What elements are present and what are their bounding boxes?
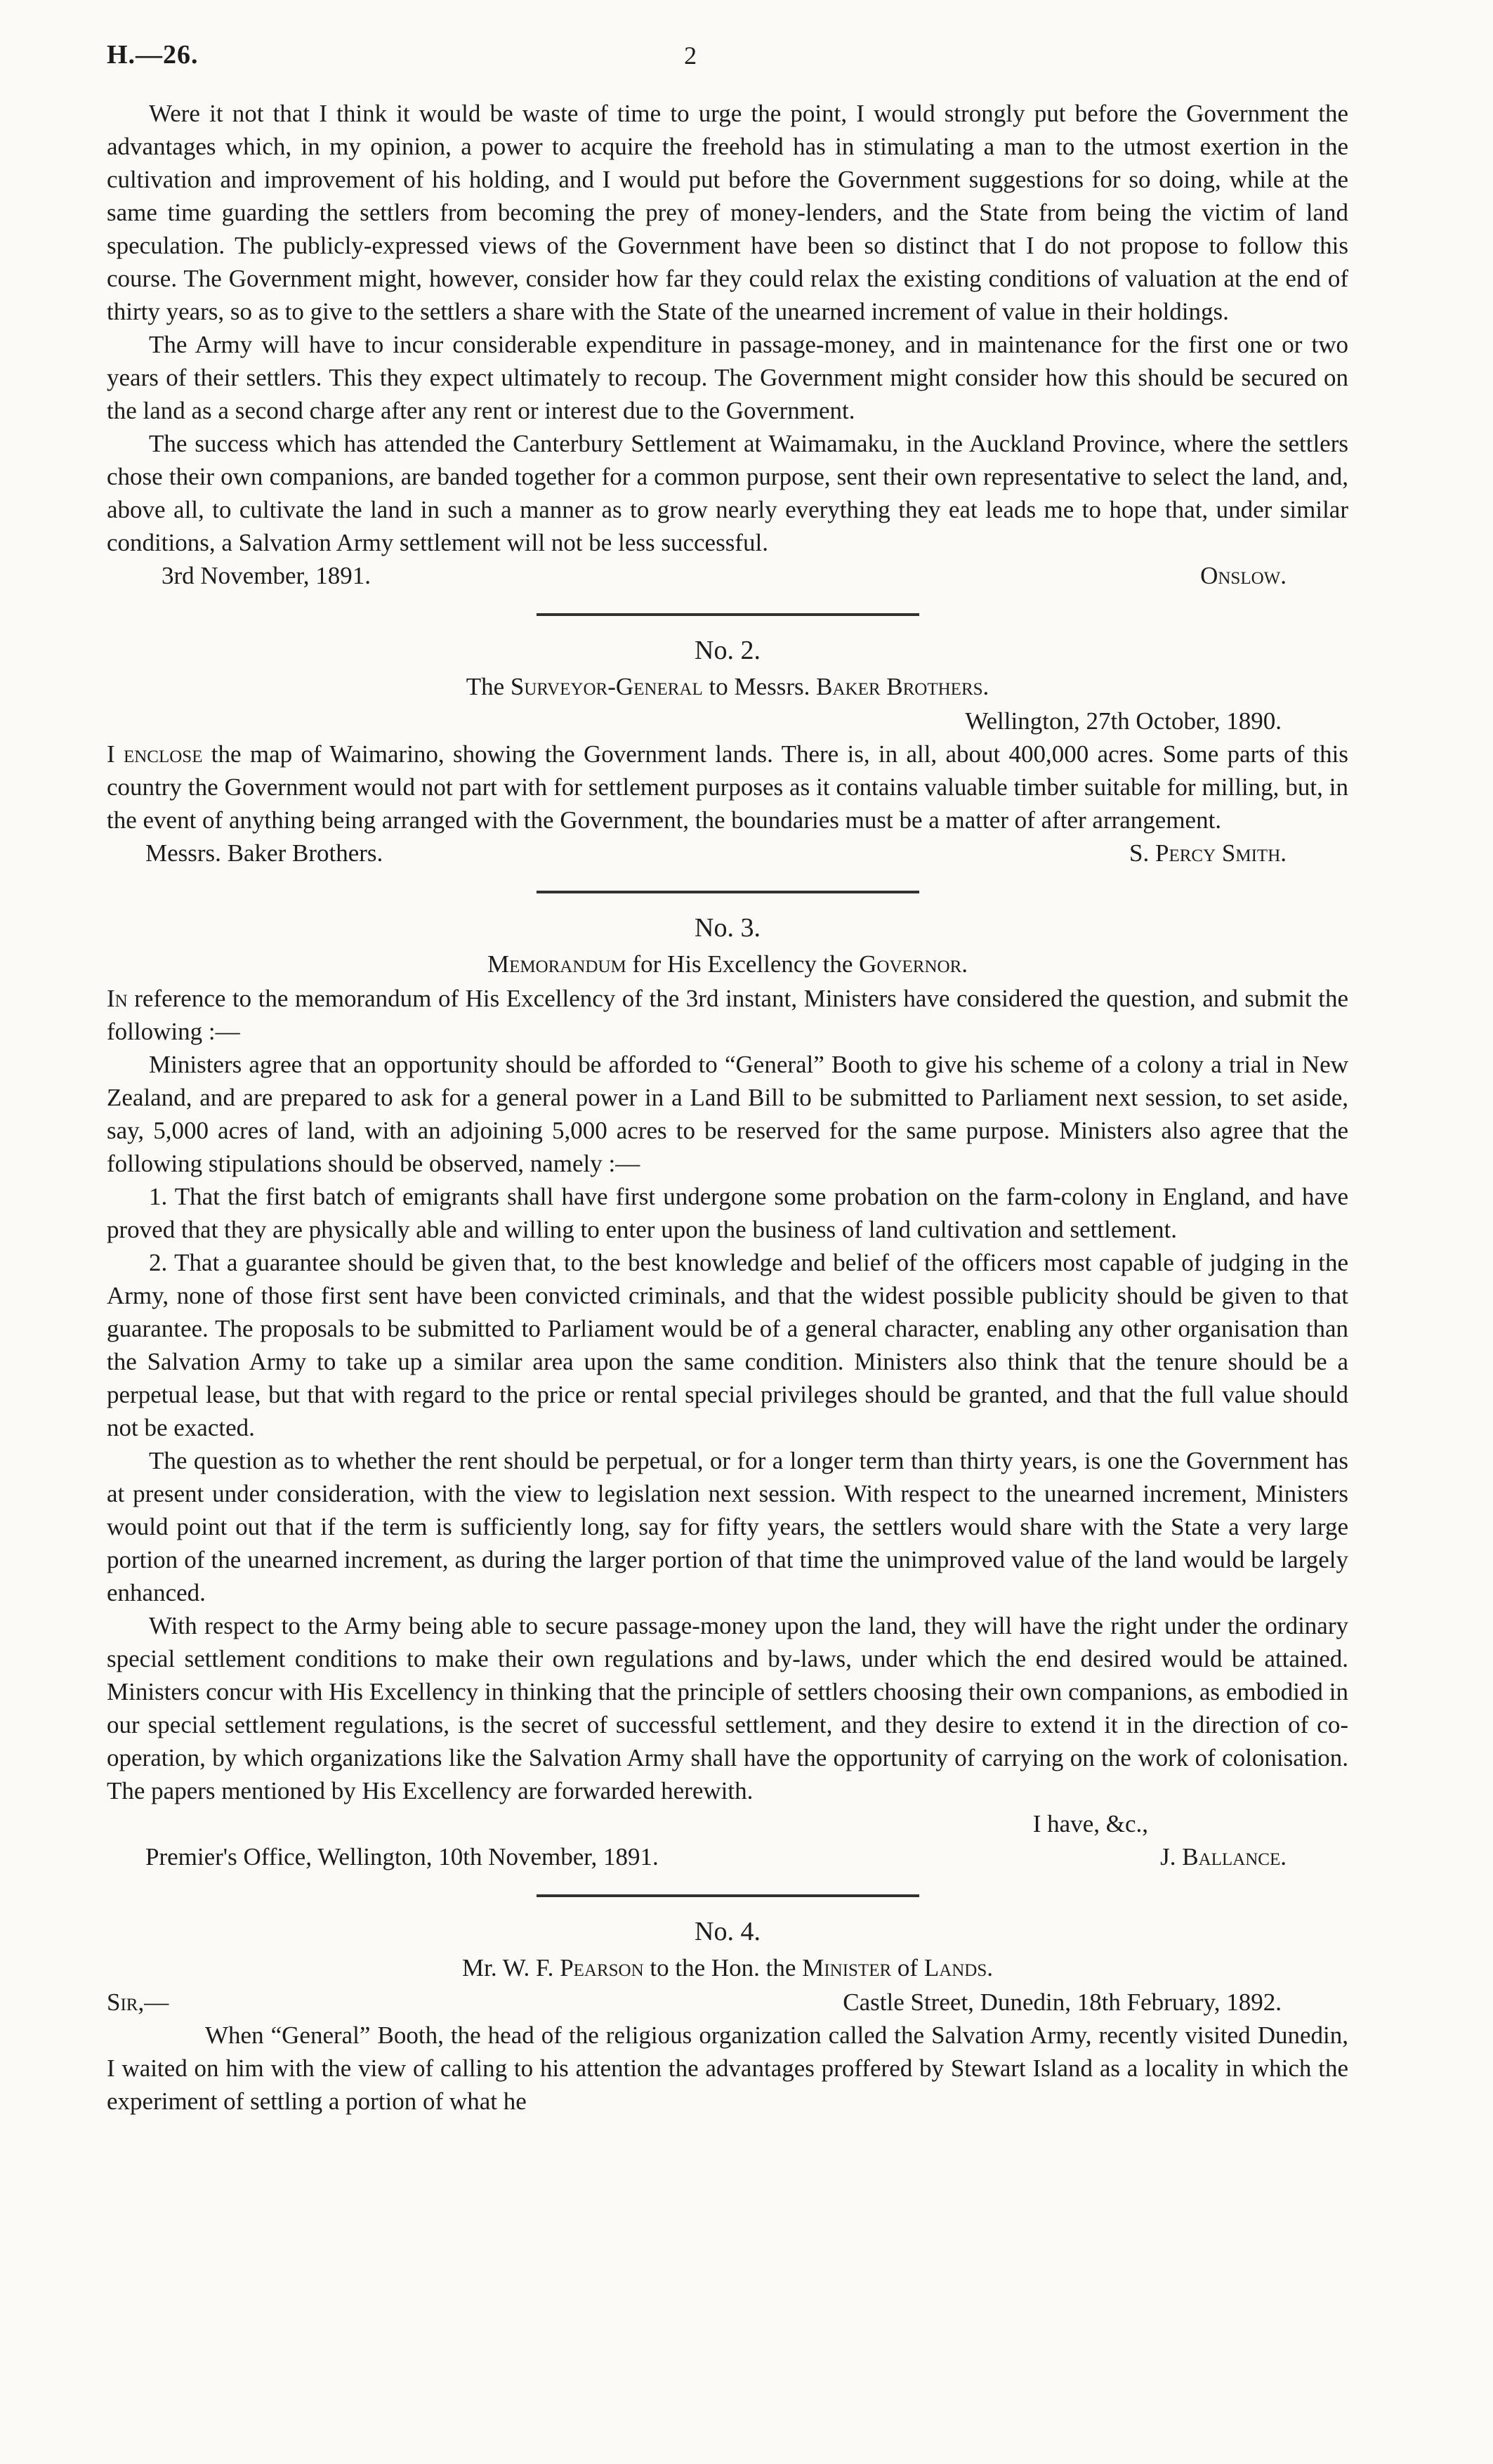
- heading-name: Pearson: [560, 1954, 644, 1981]
- signature: S. Percy Smith.: [1129, 839, 1287, 867]
- heading-text: .: [961, 950, 968, 978]
- heading-name: Lands: [923, 1954, 987, 1981]
- office-date: Premier's Office, Wellington, 10th November, 1891.: [145, 1843, 659, 1870]
- paragraph: When “General” Booth, the head of the religious organization called the Salvation Army, recently visited Dunedin, I waited on him with the view of calling to his attention the advantages proffered by Stewart Island as a locality in which the experiment of settling a portion of what he: [107, 2021, 1348, 2115]
- letter-1-continuation: [107, 97, 1348, 592]
- signature: Onslow.: [1200, 562, 1287, 589]
- numbered-item: 2. That a guarantee should be given that, to the best knowledge and belief of the officers most capable of judging in the Army, none of those first sent have been convicted criminals, and that the widest possible publicity should be given to that guarantee. The proposals to be submitted to Parliament would be of a general character, enabling any other organisation than the Salvation Army to take up a similar area upon the same condition. Ministers also think that the tenure should be a perpetual lease, but that with regard to the price or rental special privileges should be granted, and that the full value should not be exacted.: [107, 1249, 1348, 1441]
- heading-text: to Messrs.: [702, 673, 817, 700]
- place-date: Castle Street, Dunedin, 18th February, 1892.: [843, 1988, 1282, 2016]
- letter-heading: [107, 1951, 1348, 1986]
- signature-line: [107, 559, 1348, 592]
- paragraph: Were it not that I think it would be waste of time to urge the point, I would strongly put before the Government the advantages which, in my opinion, a power to acquire the freehold has in stimulating a man to the utmost exertion in the cultivation and improvement of his holding, and I would put before the Government suggestions for so doing, while at the same time guarding the settlers from becoming the prey of money-lenders, and the State from being the victim of land speculation. The publicly-expressed views of the Government have been so distinct that I do not propose to follow this course. The Government might, however, consider how far they could relax the existing conditions of valuation at the end of thirty years, so as to give to the settlers a share with the State of the unearned increment of value in their holdings.: [107, 100, 1348, 325]
- paragraph: [107, 738, 1348, 837]
- place-date: Wellington, 27th October, 1890.: [965, 707, 1282, 735]
- letter-number: No. 4.: [695, 1917, 761, 1946]
- paragraph: With respect to the Army being able to secure passage-money upon the land, they will have the right under the ordinary special settlement conditions to make their own regulations and by-laws, under which the end desired would be attained. Ministers concur with His Excellency in thinking that the principle of settlers choosing their own companions, as embodied in our special settlement regulations, is the secret of successful settlement, and they desire to extend it in the direction of co-operation, by which organizations like the Salvation Army shall have the opportunity of carrying on the work of colonisation. The papers mentioned by His Excellency are forwarded herewith.: [107, 1612, 1348, 1804]
- section-divider: [537, 891, 919, 893]
- letter-heading: [107, 669, 1348, 705]
- page-header: [107, 39, 1348, 79]
- heading-name: Minister: [802, 1954, 892, 1981]
- signature-line: [107, 837, 1348, 870]
- salutation-line: [107, 1986, 1348, 2019]
- section-divider: [537, 1894, 919, 1897]
- paragraph: The question as to whether the rent should be perpetual, or for a longer term than thirty years, is one the Government has at present under consideration, with the view to legislation next session. With respect to the unearned increment, Ministers would point out that if the term is sufficiently long, say for fifty years, the settlers would share with the State a very large portion of the unearned increment, as during the larger portion of that time the unimproved value of the land would be largely enhanced.: [107, 1447, 1348, 1606]
- paragraph-text: reference to the memorandum of His Excellency of the 3rd instant, Ministers have considered the question, and submit the following :—: [107, 985, 1348, 1045]
- signature: J. Ballance.: [1160, 1843, 1287, 1870]
- signature-line: [107, 1840, 1348, 1873]
- opening-word: In: [107, 985, 128, 1012]
- section-divider: [537, 613, 919, 616]
- heading-name: Governor: [859, 950, 962, 978]
- heading-text: of: [891, 1954, 924, 1981]
- heading-text: to the Hon. the: [643, 1954, 803, 1981]
- letter-number: No. 3.: [695, 913, 761, 943]
- heading-name: Memorandum: [487, 950, 626, 978]
- valediction: I have, &c.,: [1032, 1810, 1148, 1837]
- paragraph: Ministers agree that an opportunity should be afforded to “General” Booth to give his scheme of a colony a trial in New Zealand, and are prepared to ask for a general power in a Land Bill to be submitted to Parliament next session, to set aside, say, 5,000 acres of land, with an adjoining 5,000 acres to be reserved for the same purpose. Ministers also agree that the following stipulations should be observed, namely :—: [107, 1051, 1348, 1177]
- heading-text: Mr. W. F.: [461, 1954, 560, 1981]
- salutation: Sir,—: [107, 1988, 169, 2016]
- letter-number: No. 2.: [695, 636, 761, 665]
- paragraph: [107, 982, 1348, 1048]
- letter-heading: [107, 947, 1348, 982]
- opening-word: I enclose: [107, 740, 203, 768]
- paper-reference: H.—26.: [107, 40, 199, 70]
- letter-3: [107, 909, 1348, 1873]
- addressee: Messrs. Baker Brothers.: [145, 839, 383, 867]
- letter-4: [107, 1913, 1348, 2118]
- paragraph-text: the map of Waimarino, showing the Government lands. There is, in all, about 400,000 acres. Some parts of this country the Government would not part with for settlement purposes as it contains valuable timber suitable for milling, but, in the event of anything being arranged with the Government, the boundaries must be a matter of after arrangement.: [107, 740, 1349, 834]
- paragraph: The Army will have to incur considerable expenditure in passage-money, and in maintenance for the first one or two years of their settlers. This they expect ultimately to recoup. The Government might consider how this should be secured on the land as a second charge after any rent or interest due to the Government.: [107, 331, 1348, 424]
- heading-name: Surveyor-General: [510, 673, 703, 700]
- heading-text: for His Excellency the: [626, 950, 860, 978]
- heading-text: .: [987, 1954, 994, 1981]
- heading-name: Baker Brothers: [816, 673, 983, 700]
- heading-text: .: [982, 673, 989, 700]
- paragraph: The success which has attended the Canterbury Settlement at Waimamaku, in the Auckland Province, where the settlers chose their own companions, are banded together for a common purpose, sent their own representative to select the land, and, above all, to cultivate the land in such a manner as to grow nearly everything they eat leads me to hope that, under similar conditions, a Salvation Army settlement will not be less successful.: [107, 430, 1348, 556]
- letter-date: 3rd November, 1891.: [162, 562, 371, 589]
- page-number: 2: [684, 41, 697, 70]
- heading-text: The: [466, 673, 511, 700]
- letter-2: [107, 631, 1348, 870]
- numbered-item: 1. That the first batch of emigrants shall have first undergone some probation on the farm-colony in England, and have proved that they are physically able and willing to enter upon the business of land cultivation and settlement.: [107, 1183, 1348, 1243]
